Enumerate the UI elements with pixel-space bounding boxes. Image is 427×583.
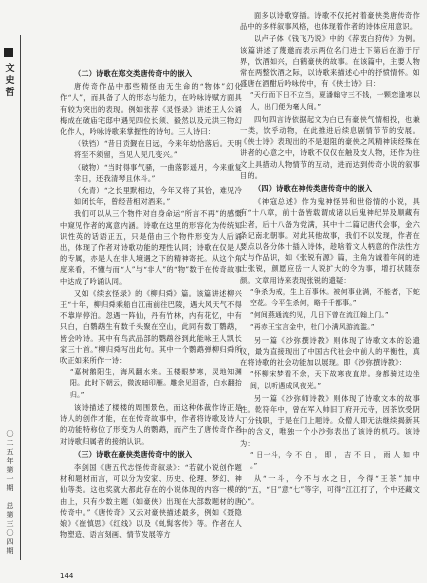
- quoted-verse: “怀柳宋梦看不余，天下故寒夜直岸。身都骑过边坐间，以听遇成风夜光。”: [250, 370, 420, 390]
- journal-side-label: [4, 48, 16, 99]
- section-heading: （四）诗歌在神传类唐传奇中的嵌入: [254, 184, 373, 194]
- body-paragraph: 我们可以从三个物件对自身命运“所言不再”的感慨中窥见作者的寓意内涵。诗歌在这里的形容化为传统知识性英的话语正五，只是借由三个物件形变为人后诵出，体现了作者对诗歌功能的理性认同；诗歌在仅是人的专属，亦是人在非人境遇之下的精神寄托。从这个角度来看，不懂与而“人”与“非人”的“物”数于在传奇故事中达成了吟诵认同。: [60, 209, 242, 286]
- quoted-verse: “争杀为戒，生上百事休。被何事业满，不能者，下蛇空花。今平生杀何，略千千都事。”: [250, 287, 420, 308]
- page-number: 144: [60, 572, 74, 580]
- body-paragraph: 唐传奇作品中那些精怪由无生命的“物体”幻化作“人”，而具备了人的形态与能力，在吟咏诗赋方面具有较为突出的表现。例如张荐《灵怪录》讲述王人公诵梅成在破庙宅邸中遇见四位长须、毅然以及元洪三物幻化作人，吟咏诗歌来掌握性的诗句。三人诗曰：: [60, 82, 242, 137]
- right-column: [240, 10, 420, 508]
- body-paragraph: 四句四言诗依据起文为白已有豪侠气情相投，也兼一类，饮乎动物，在此推进后续息剧情节节的安展。《侠士诗》表现出的不是退阻的豪侠之风精神读经殊在讲者的心意之中，诗歌不仅仅在触及支人物，还作为往文上具措动人物情节的互动，进而达到传奇小说的叙事目的。: [240, 114, 420, 180]
- body-paragraph: 李剑国《唐五代志怪传奇叙录》：“若就小说创作题材和题材而言，可以分为安家、历史、伦理、梦幻、神仙等类。这也奖就大都此存在的小说体现的内容一模的由上，只有少数主题（如豪侠）出现在大部数题材的唐传奇中。”《唐传奇》又云对豪侠描述最多，例如《聂隐娘》《崔慎思》《红线》以及《虬髯客传》等。作者在人物塑造、语言刻画、情节发展等方: [60, 462, 242, 540]
- issue-side-label: [4, 430, 16, 556]
- quoted-verse: “嘉树鹅阳生，海风翻水来。玉楼眼梦寒，灵地知渊阳。此时下朝云，微波暗印雁。雕余见泪香，白水翻抬归。”: [70, 368, 242, 399]
- body-paragraph: 面多以诗歌穿插。诗歌不仅托衬着豪侠类唐传奇作品中的多样叙事风格，也体现着作者的诗体应用意识。: [240, 11, 420, 32]
- body-paragraph: 该诗描述了楼楼的周围景色，而这种体裁作诗正是诗人的创作才能，在在传奇故事中，作者将诗歌及诗人的功能特称位了形变为人的鹦鹉，而产生了唐传奇作者对诗歌归属者的接纳认识。: [60, 402, 242, 446]
- quoted-verse: “何间燕通流约见，几日下曾在流江翰上门。”: [250, 311, 389, 320]
- body-paragraph: 以卢子体《钱飞乃说》中的《荐衷白狩传》为例。该篇讲述了蔑邀而表示两位名门进士下第后在游于厅界，饮酒如兴，白鹤豪侠的故事。在该篇中，主要人物常在两整饮酒之际，以诗歌来描述心中的抒愤情怀。如盛唐在酒酣后吟咏传中，有《侠士诗》曰：: [240, 34, 420, 89]
- side-char: 文: [5, 64, 15, 74]
- body-paragraph: 《神寇总述》作为鬼神怪异和世俗情的小说，具有“十八章，前十备皆载谓成诸以后鬼神纪异及顺藏有尘者，后十八备为党满，其中十二篇记唐代会事，金六条记南北朝事。对此其他故事，我们不以发现，作者在要点以各分体十插入诗体，趁啥着文人柄意的作法性方丈与作品识，如《张锐有源》篇，主角为诚着年间的进士张锐，颜愿应岳一人说扩大的令为事，增打状随奈颜。文章用诗来表现张锐的遗疑：: [240, 197, 420, 285]
- quoted-verse: “天行而下日不立当，夏潘翰守三不钱，一颗恋逢寒以人，出门便为毫人间。”: [250, 91, 420, 111]
- side-char: 史: [5, 76, 15, 86]
- body-paragraph: 另一篇《沙弥撰诗教》则体现了诗歌文本的讼遗仪，最为直接现出了中国古代社会中前人的平衡性，真在将诗歌的社会功能加以展现。即《沙弥撰诗教》：: [240, 335, 420, 368]
- quoted-verse: “ 日一斗，今 不 白 ， 即 ， 吉 不 曰 ， 雨 人 如 中 。”: [250, 450, 420, 470]
- quoted-verse: （铁铛）“昔日贡觐在日远，今来年幼恰落后。天明将至不须留，当见人见几变兴。”: [74, 139, 242, 160]
- margin-rule: [20, 35, 21, 560]
- body-paragraph: 又如《续玄怪录》的《柳归舜》篇。该篇讲述柳兴王“十年，柳归舜乘船自江南前往巴陵，遇大风天气不得不靠岸停泊。忽遇一阵仙，丹有竹林，内有花忆，中有只白，白鹦鹉生有数千头聚在空山，此同有数丁鹦鹉，皆会吟诗。其中有鸟武品部的鹦鹉谷到此能咏王人凯长家三十首。”柳归舜写出此句。其中一个鹦鹉弹柳归舜所吹正如来所作一诗：: [60, 288, 242, 366]
- section-heading: （三）诗歌在豪侠类唐传奇中的嵌入: [74, 449, 193, 459]
- quoted-verse: （破物）“当时得事气骚，一曲落影遥月，今来重复幸日，还我清琴且休斗。”: [74, 162, 242, 183]
- section-mark-icon: [4, 48, 13, 57]
- body-paragraph: 从“一斗，今不与水之日，今得“王茶”加中的“五，“日”意“七”等字，可得“江江打了，个中还藏文心”。: [240, 474, 420, 506]
- issue-text: 〇 二 五 年 第 一 期 总 第 三 〇 四 期: [6, 430, 14, 555]
- side-char: 哲: [5, 88, 15, 98]
- quoted-verse: “再赤王宝言金中，杜门小满风游流滥。”: [250, 323, 375, 332]
- quoted-verse: （允青）“之长里默相边，今年又将了其恰，难见冷如闭长年，曾经昔相对酒来。”: [74, 186, 242, 207]
- left-column: [60, 66, 242, 541]
- section-heading: （二）诗歌在郑交类唐传奇中的嵌入: [74, 69, 193, 78]
- body-paragraph: 另一篇《沙弥师诗教》则体现了诗歌文本的故事性。乾符年中，曾在军入帅旧丁府开元寺，因茶饮受阴丁分钱职，于是在门上题诗。众僧人即无法继续揭新其中的含义，唯独一个小沙弥表出了该诗的机巧。该诗为：: [240, 393, 420, 448]
